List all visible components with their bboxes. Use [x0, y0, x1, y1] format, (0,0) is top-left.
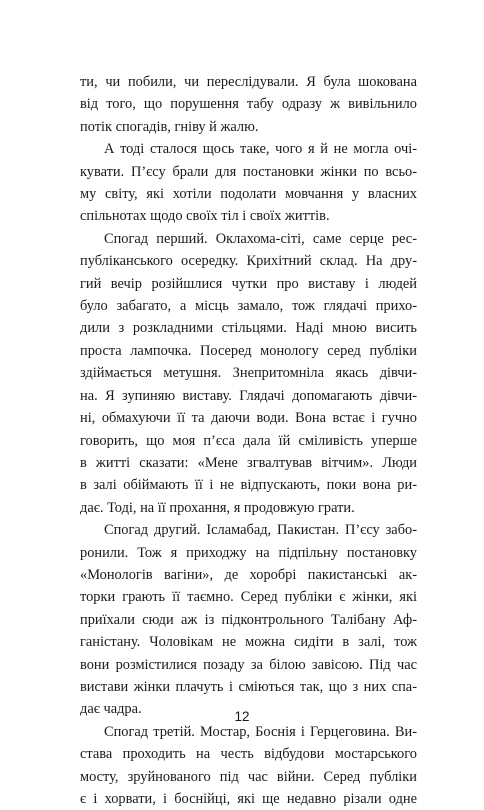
text-line: було забагато, а місць замало, тож глядачі прихо-: [80, 298, 417, 315]
text-line: вони розмістилися позаду за білою завісою. Під час: [80, 656, 417, 673]
text-line: дили з розкладними стільцями. Надi мною висить: [80, 320, 417, 337]
text-line: приїхали сюди аж із підконтрольного Талібану Аф-: [80, 611, 417, 628]
text-line: Спогад третій. Мостар, Боснія і Герцеговина. Ви-: [104, 723, 417, 740]
text-line: Спогад перший. Оклахома-сіті, саме серце рес-: [104, 230, 417, 247]
text-line: в житті сказати: «Мене згвалтував вітчим». Люди: [80, 454, 417, 471]
text-line: А тоді сталося щось таке, чого я й не могла очі-: [104, 141, 417, 158]
text-line: Спогад другий. Ісламабад, Пакистан. П’єсу забо-: [104, 522, 417, 539]
text-line: публіканського осередку. Крихітний склад. На дру-: [80, 253, 417, 270]
paragraph: [80, 228, 417, 519]
text-line: є і хорвати, і боснійці, які ще недавно різали одне: [80, 791, 417, 807]
text-line: дає. Тоді, на її прохання, я продовжую грати.: [80, 499, 355, 516]
text-line: дає чадра.: [80, 701, 142, 718]
text-line: ганістану. Чоловікам не можна сидіти в залі, тож: [80, 634, 417, 651]
page-number: 12: [234, 709, 250, 724]
paragraph: [80, 721, 417, 810]
paragraph: [80, 138, 417, 228]
page-body: [80, 71, 417, 810]
text-line: му світу, які хотіли подолати мовчання у власних: [80, 186, 417, 203]
text-line: торки грають її таємно. Серед публіки є жінки, які: [80, 589, 417, 606]
text-line: потік спогадів, гніву й жалю.: [80, 118, 259, 135]
paragraph: [80, 519, 417, 721]
text-line: става проходить на честь відбудови мостарського: [80, 746, 417, 763]
text-line: говорить, що моя п’єса дала їй сміливість уперше: [80, 432, 417, 449]
text-line: проста лампочка. Посеред монологу серед публіки: [80, 342, 417, 359]
text-line: на. Я зупиняю виставу. Глядачі допомагають дівчи-: [80, 387, 417, 404]
text-line: «Монологів вагіни», де хоробрі пакистанські ак-: [80, 566, 417, 583]
text-line: спільнотах щодо своїх тіл і своїх життів.: [80, 208, 330, 225]
text-line: гий вечір розійшлися чутки про виставу і людей: [80, 275, 417, 292]
text-line: ні, обмахуючи її та даючи води. Вона встає і гучно: [80, 410, 417, 427]
paragraph: [80, 71, 417, 138]
text-line: ти, чи побили, чи переслідували. Я була шокована: [80, 74, 417, 90]
text-line: здіймається метушня. Знепритомніла якась дівчи-: [80, 365, 417, 382]
text-line: вистави жінки плачуть і сміються так, що з них спа-: [80, 678, 417, 695]
text-line: від того, що порушення табу одразу ж вивільнило: [80, 96, 417, 113]
text-line: мосту, зруйнованого під час війни. Серед публіки: [80, 768, 417, 785]
text-line: в залі обіймають її і не відпускають, поки вона ри-: [80, 477, 417, 494]
text-line: кувати. П’єсу брали для постановки жінки по всьо-: [80, 163, 417, 180]
text-line: ронили. Тож я приходжу на підпільну постановку: [80, 544, 417, 561]
